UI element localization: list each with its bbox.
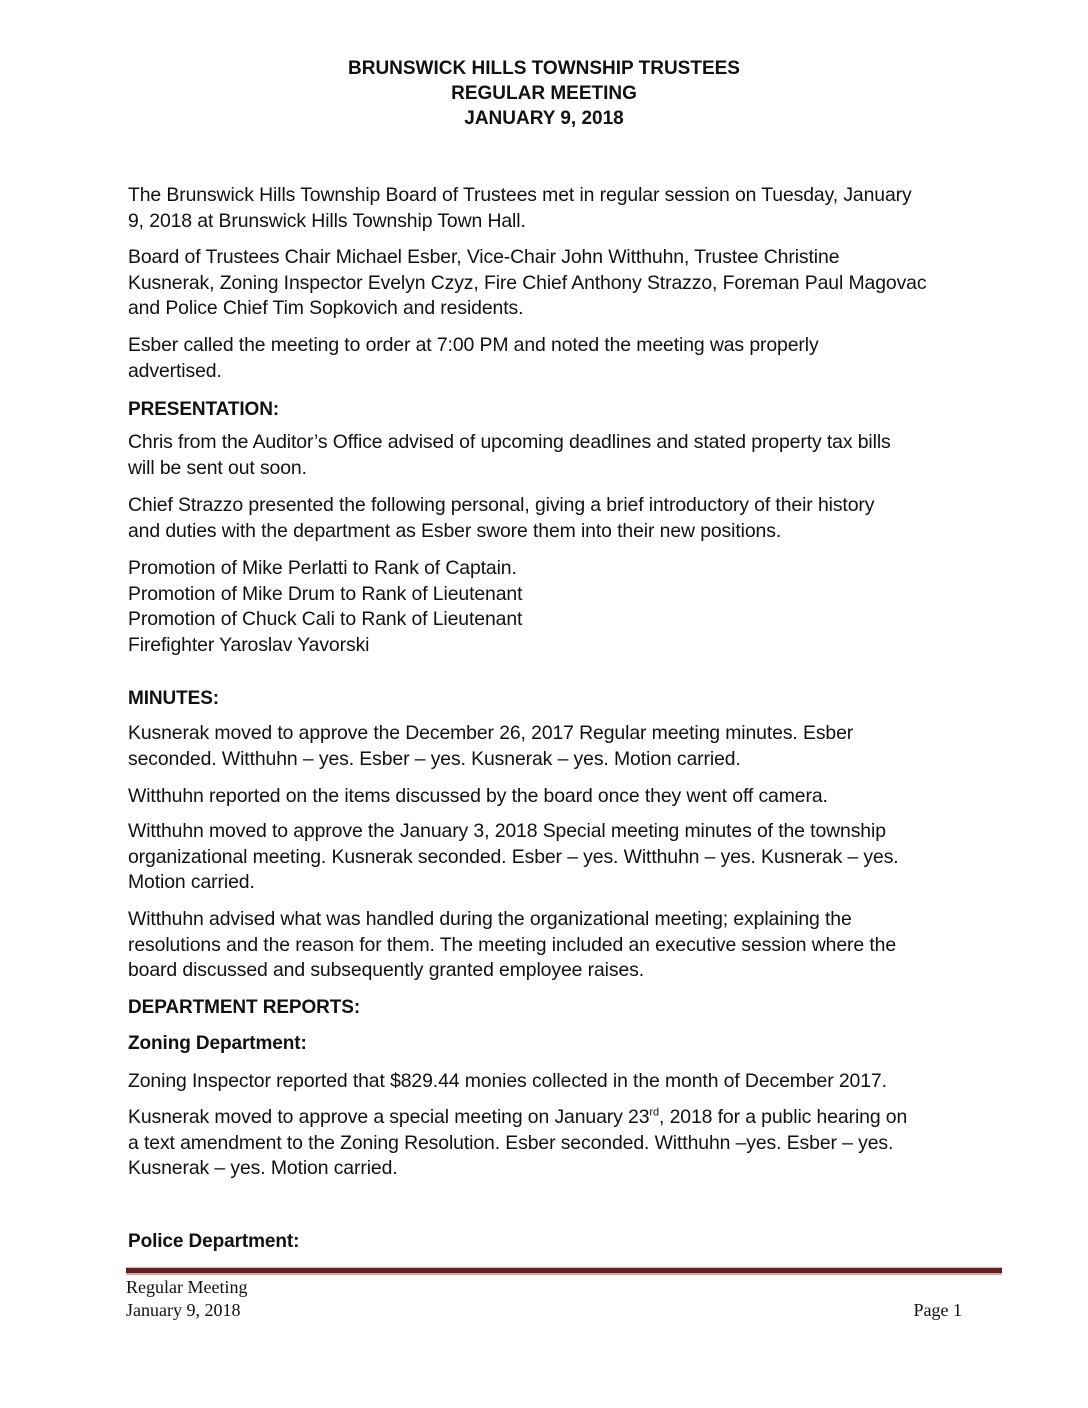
minutes-heading	[128, 686, 1008, 712]
text-line: resolutions and the reason for them. The meeting included an executive session where the	[128, 933, 897, 956]
text-line: Motion carried.	[128, 871, 255, 894]
text-line: and Police Chief Tim Sopkovich and residents.	[128, 297, 524, 320]
text-line: Kusnerak – yes. Motion carried.	[128, 1157, 398, 1180]
presentation-paragraph-2	[128, 493, 1008, 544]
intro-paragraph-call-to-order	[128, 333, 1008, 384]
presentation-paragraph-1	[128, 430, 1008, 481]
footer-meeting-type: Regular Meeting	[126, 1277, 248, 1297]
minutes-paragraph-2	[128, 784, 1008, 810]
text-line: Chris from the Auditor’s Office advised of upcoming deadlines and stated property tax bills	[128, 431, 891, 453]
header-subtitle: REGULAR MEETING	[451, 83, 637, 104]
section-heading: MINUTES:	[128, 688, 220, 709]
presentation-heading	[128, 397, 1008, 423]
section-heading: DEPARTMENT REPORTS:	[128, 997, 361, 1018]
minutes-paragraph-1	[128, 721, 1008, 772]
subsection-heading: Zoning Department:	[128, 1033, 307, 1054]
text-line: and duties with the department as Esber swore them into their new positions.	[128, 519, 782, 542]
header-date: JANUARY 9, 2018	[464, 108, 624, 129]
page-footer	[126, 1276, 962, 1322]
zoning-paragraph-2	[128, 1105, 1008, 1182]
list-item: Promotion of Chuck Cali to Rank of Lieutenant	[128, 608, 523, 631]
text-line: Witthuhn moved to approve the January 3, 2018 Special meeting minutes of the township	[128, 820, 886, 842]
text-line: Chief Strazzo presented the following personal, giving a brief introductory of their history	[128, 494, 875, 516]
minutes-paragraph-3	[128, 819, 1008, 896]
text-fragment: , 2018 for a public hearing on	[659, 1106, 908, 1128]
page-number: Page 1	[913, 1300, 962, 1320]
minutes-paragraph-4	[128, 907, 1008, 984]
document-header	[0, 56, 1088, 131]
section-heading: PRESENTATION:	[128, 399, 280, 420]
text-line: board discussed and subsequently granted employee raises.	[128, 959, 645, 982]
text-line: advertised.	[128, 359, 222, 382]
police-department-heading	[128, 1229, 1008, 1255]
text-line: Zoning Inspector reported that $829.44 monies collected in the month of December 2017.	[128, 1070, 887, 1092]
text-line: a text amendment to the Zoning Resolution. Esber seconded. Witthuhn –yes. Esber – yes.	[128, 1131, 894, 1154]
zoning-paragraph-1	[128, 1069, 1008, 1095]
footer-date: January 9, 2018	[126, 1300, 241, 1320]
list-item: Promotion of Mike Drum to Rank of Lieutenant	[128, 582, 523, 605]
text-line	[128, 1105, 1008, 1131]
text-line: Kusnerak, Zoning Inspector Evelyn Czyz, Fire Chief Anthony Strazzo, Foreman Paul Magovac	[128, 271, 927, 294]
text-line: Witthuhn reported on the items discussed by the board once they went off camera.	[128, 785, 828, 807]
text-line: 9, 2018 at Brunswick Hills Township Town Hall.	[128, 209, 526, 232]
intro-paragraph-1	[128, 183, 1008, 234]
text-line: Board of Trustees Chair Michael Esber, Vice-Chair John Witthuhn, Trustee Christine	[128, 246, 840, 268]
text-fragment: Kusnerak moved to approve a special meeting on January 23	[128, 1106, 650, 1128]
footer-divider	[126, 1267, 1002, 1275]
text-line: Kusnerak moved to approve the December 26, 2017 Regular meeting minutes. Esber	[128, 722, 854, 744]
text-line: will be sent out soon.	[128, 456, 307, 479]
subsection-heading: Police Department:	[128, 1231, 300, 1252]
text-line: Witthuhn advised what was handled during the organizational meeting; explaining the	[128, 908, 852, 930]
text-line: seconded. Witthuhn – yes. Esber – yes. Kusnerak – yes. Motion carried.	[128, 747, 741, 770]
list-item: Promotion of Mike Perlatti to Rank of Captain.	[128, 557, 517, 579]
text-line: organizational meeting. Kusnerak seconded. Esber – yes. Witthuhn – yes. Kusnerak – yes.	[128, 845, 899, 868]
zoning-department-heading	[128, 1031, 1008, 1057]
text-line: The Brunswick Hills Township Board of Trustees met in regular session on Tuesday, January	[128, 184, 912, 206]
department-reports-heading	[128, 995, 1008, 1021]
list-item: Firefighter Yaroslav Yavorski	[128, 633, 370, 656]
intro-paragraph-attendees	[128, 245, 1008, 322]
text-line: Esber called the meeting to order at 7:00 PM and noted the meeting was properly	[128, 334, 819, 356]
promotions-list	[128, 556, 1008, 658]
ordinal-suffix: rd	[649, 1106, 659, 1119]
header-title: BRUNSWICK HILLS TOWNSHIP TRUSTEES	[348, 58, 740, 79]
